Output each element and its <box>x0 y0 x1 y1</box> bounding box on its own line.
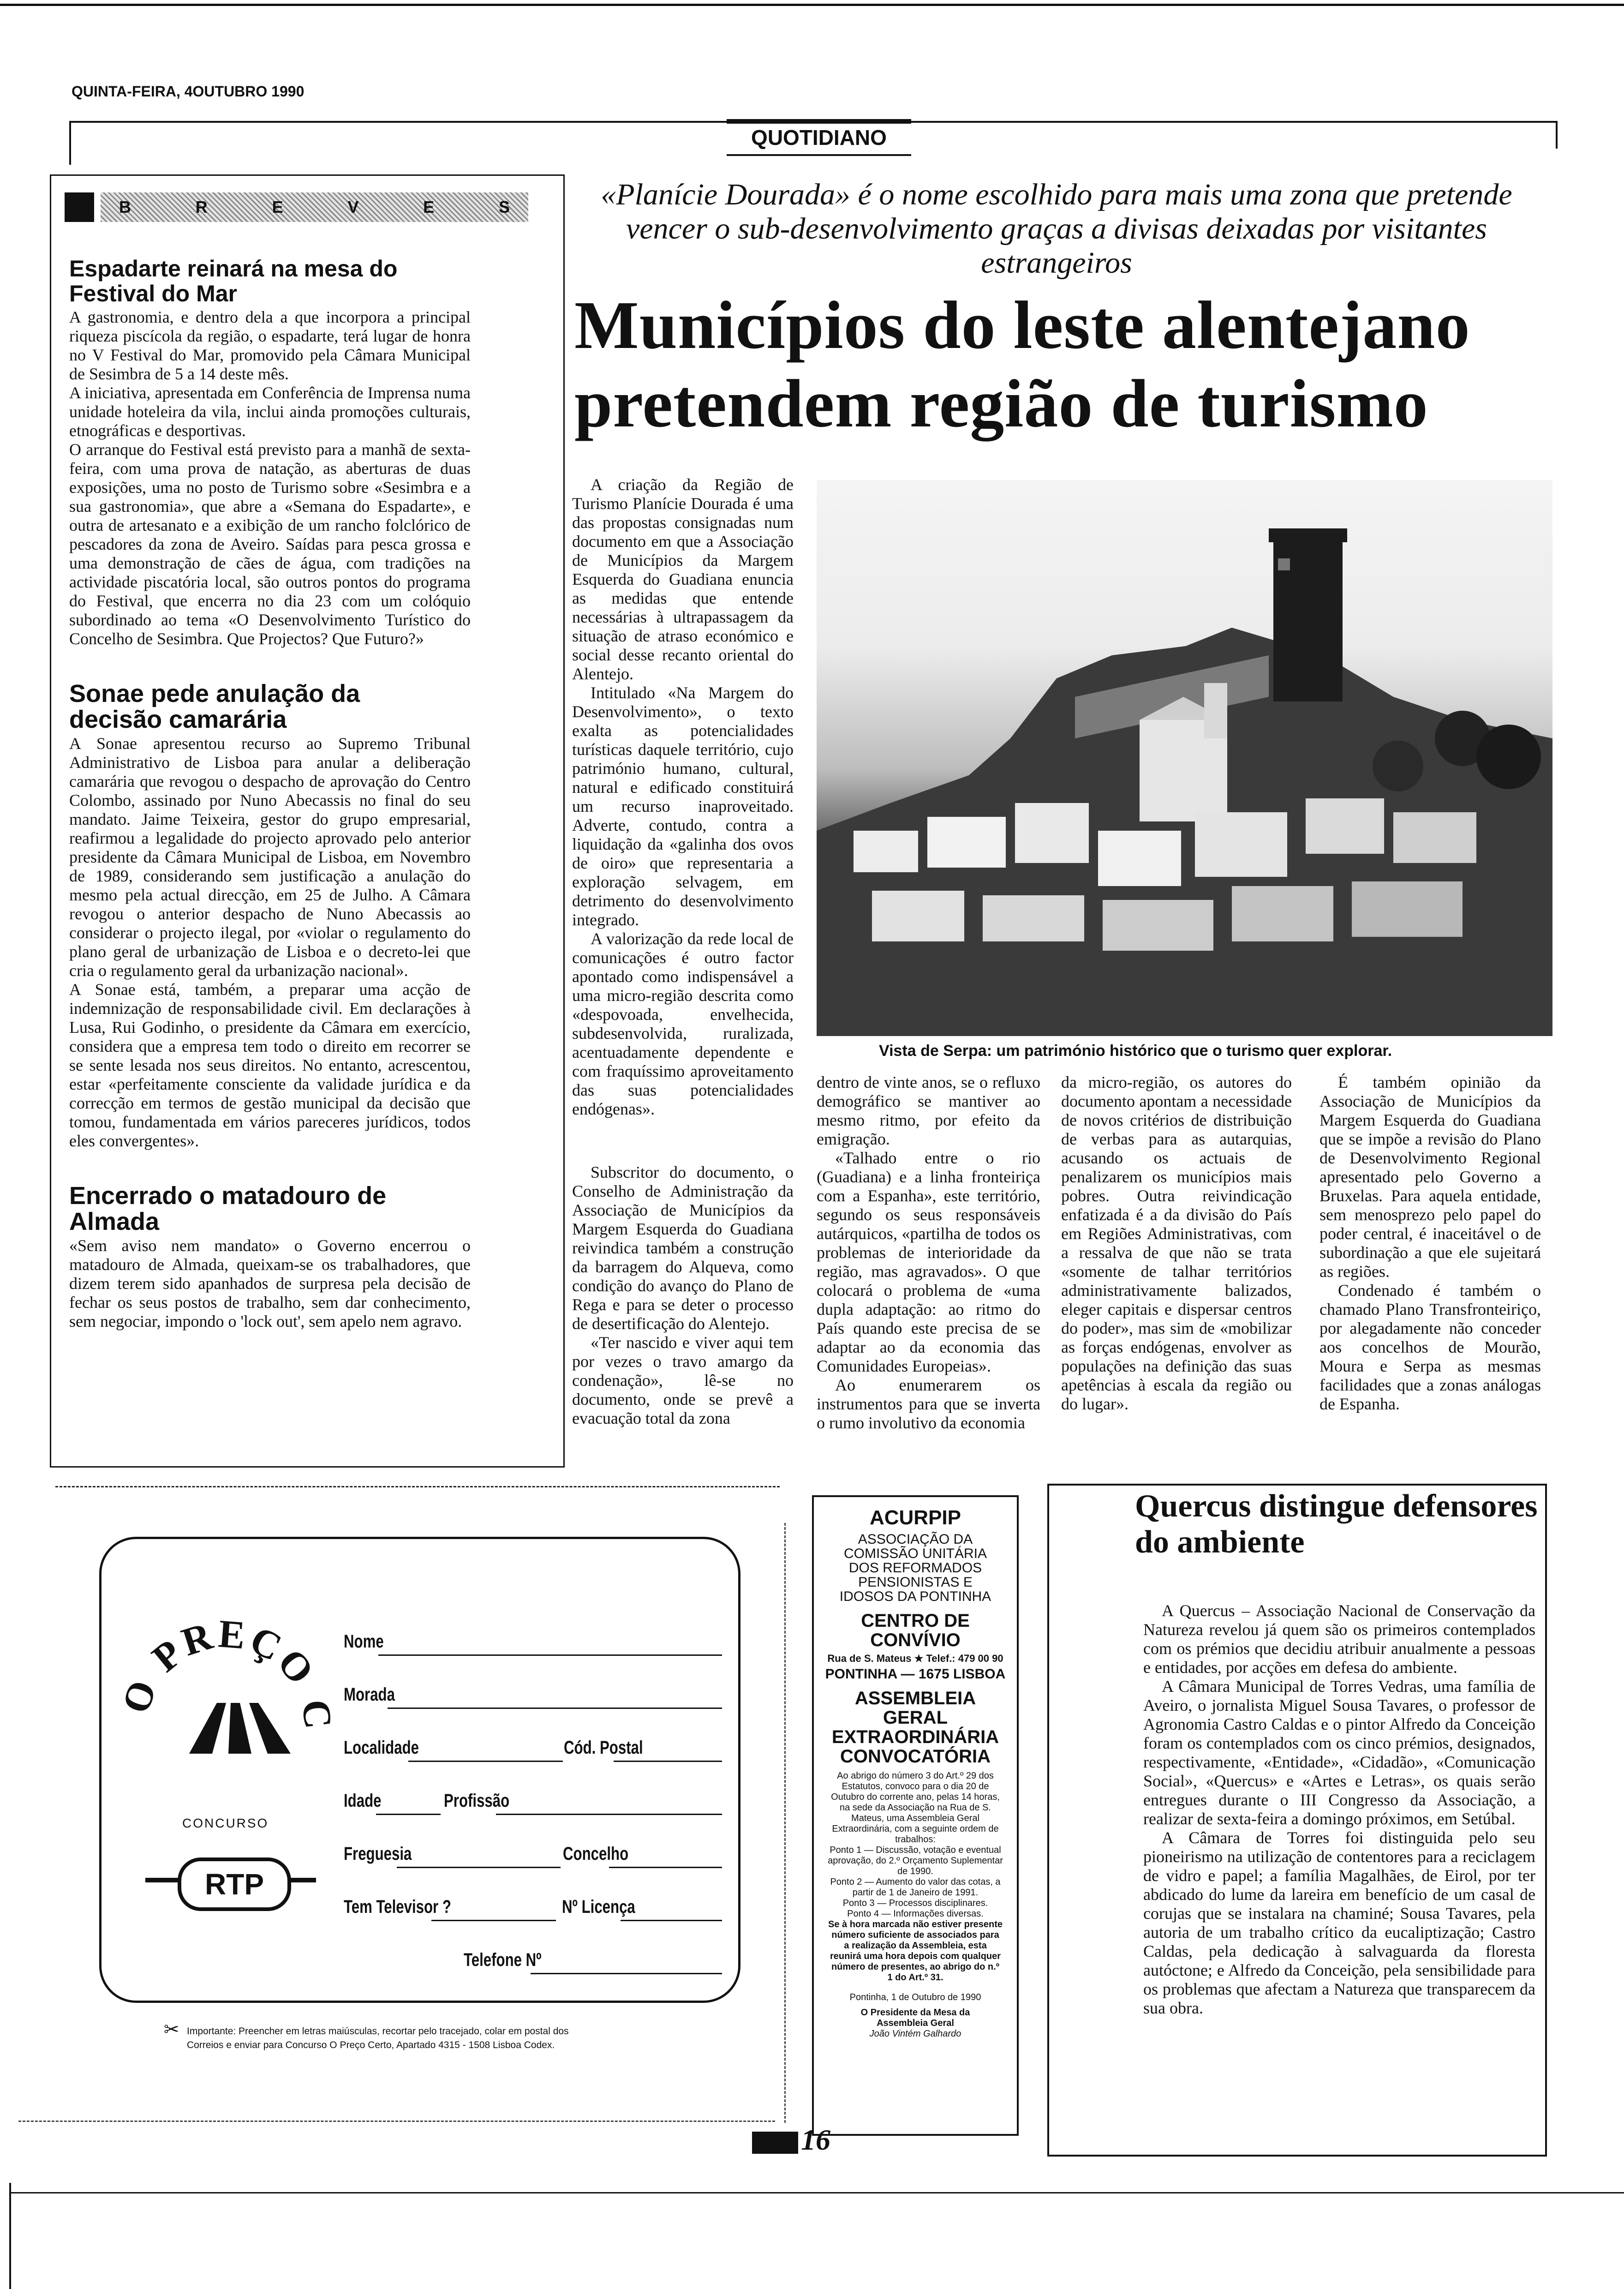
acurpip-address: Rua de S. Mateus ★ Telef.: 479 00 90 <box>827 1653 1003 1664</box>
article-paragraph: É também opinião da Associação de Municípios da Margem Esquerda do Guadiana que se impõe a revisão do Plano de Desenvolvimento Regional apresentado pelo Governo a Bruxelas. Para aquela entidade, sem menosprezo pelo papel do poder central, é inaceitável o de subordinação a que ele sujeitará as regiões. <box>1320 1073 1541 1281</box>
nome-input[interactable] <box>378 1654 722 1656</box>
article-col-1 <box>572 475 794 1119</box>
concelho-label: Concelho <box>563 1844 629 1864</box>
cut-line-bottom <box>18 2121 775 2122</box>
article-paragraph: Ao enumerarem os instrumentos para que se inverta o rumo involutivo da economia <box>817 1376 1040 1432</box>
frame-top-left <box>69 121 727 123</box>
coupon-note-2: Correios e enviar para Concurso O Preço Certo, Apartado 4315 - 1508 Lisboa Codex. <box>187 2040 555 2050</box>
breves-banner <box>65 192 528 223</box>
televisor-label: Tem Televisor ? <box>344 1897 451 1917</box>
article-paragraph: Intitulado «Na Margem do Desenvolvimento», o texto exalta as potencialidades turísticas daquele território, cujo património humano, cultural, natural e edificado constituirá um recurso inaproveitado. Adverte, contudo, contra a liquidação da «galinha dos ovos de oiro» que representaria a exploração selvagem, em detrimento do desenvolvimento integrado. <box>572 683 794 929</box>
acurpip-centro: CENTRO DE CONVÍVIO <box>861 1611 970 1650</box>
quercus-paragraph: A Câmara Municipal de Torres Vedras, uma família de Aveiro, o jornalista Miguel Sousa Tavares, o professor de Agronomia Castro Caldas e o pintor Alfredo da Conceição foram os contemplados com os cinco prémios, designados, respectivamente, «Entidade», «Cidadão», «Comunicação Social», «Quercus» e «Artes e Letras», os quais serão entregues durante o III Congresso da Associação, a realizar de sexta-feira a domingo próximos, em Setúbal. <box>1143 1677 1535 1828</box>
article-kicker: «Planície Dourada» é o nome escolhido para mais uma zona que pretende vencer o sub-desenvolvimento graças a divisas deixadas por visitantes estrangeiros <box>601 178 1512 280</box>
breve-paragraph: O arranque do Festival está previsto para a manhã de sexta-feira, com uma prova de natação, as aberturas de duas exposições, uma no posto de Turismo sobre «Sesimbra e a sua gastronomia», que abre a «Semana do Espadarte», e outra de artesanato e a exibição de um rancho folclórico de pescadores da zona de Aveiro. Saídas para pesca grossa e uma demonstração de cães de água, com tradições na actividade piscatória local, são outros pontos do programa do Festival, que encerra no dia 23 com um colóquio subordinado ao tema «O Desenvolvimento Turístico do Concelho de Sesimbra. Que Projectos? Que Futuro?» <box>69 440 471 648</box>
banner-letter: E <box>272 198 283 216</box>
breve-title: Espadarte reinará na mesa do Festival do Mar <box>69 256 398 306</box>
telefone-input[interactable] <box>531 1973 722 1974</box>
frame-top-right <box>911 121 1557 123</box>
rtp-text: RTP <box>205 1868 264 1901</box>
preco-certo-logo <box>120 1588 332 1809</box>
section-tab-top <box>727 119 911 124</box>
idade-input[interactable] <box>376 1814 441 1815</box>
profissao-label: Profissão <box>444 1791 510 1811</box>
article-col-3 <box>1061 1073 1292 1414</box>
article-paragraph: Subscritor do documento, o Conselho de Administração da Associação de Municípios da Margem Esquerda do Guadiana reivindica também a construção da barragem do Alqueva, como condição do avanço do Plano de Rega e para se deter o processo de desertificação do Alentejo. <box>572 1163 794 1333</box>
quercus-paragraph: A Quercus – Associação Nacional de Conservação da Natureza revelou já quem são os primeiros contemplados com os prémios que decidiu atribuir anualmente a pessoas e entidades, por acções em defesa do ambiente. <box>1143 1601 1535 1677</box>
frame-right <box>1556 121 1558 149</box>
localidade-label: Localidade <box>344 1738 419 1758</box>
article-paragraph: da micro-região, os autores do documento apontam a necessidade de novos critérios de distribuição de verbas para as autarquias, acusando os actuais de penalizarem os municípios mais pobres. Outra reivindicação enfatizada é a da divisão do País em Regiões Administrativas, com a ressalva de que não se trata «somente de talhar territórios administrativamente balizados, eleger capitais e dispersar centros do poder», mas sim de «mobilizar as forças endógenas, envolver as populações na definição das suas apetências à escala da região ou do lugar». <box>1061 1073 1292 1413</box>
article-headline-2: pretendem região de turismo <box>574 366 1428 442</box>
licenca-label: Nº Licença <box>562 1897 635 1917</box>
article-paragraph: Condenado é também o chamado Plano Transfronteiriço, por alegadamente não conceder aos concelhos de Mourão, Moura e Serpa as mesmas facilidades que a zonas análogas de Espanha. <box>1320 1281 1541 1413</box>
top-rule <box>0 4 1624 6</box>
freguesia-label: Freguesia <box>344 1844 412 1864</box>
acurpip-assembleia: ASSEMBLEIA GERAL EXTRAORDINÁRIA CONVOCATÓRIA <box>831 1688 999 1767</box>
acurpip-date: Pontinha, 1 de Outubro de 1990 <box>849 1992 981 2002</box>
quercus-paragraph: A Câmara de Torres foi distinguida pelo seu pioneirismo na utilização de contentores para a reciclagem de vidro e papel; a família Magalhães, de Eirol, por ter abdicado do lume da lareira em benefício de um casal de corujas que se instalara na chaminé; Sousa Tavares, pela autoria de um trabalho crítico da eucaliptização; Castro Caldas, pela dedicação à salvaguarda da floresta autóctone; e Alfredo da Conceição, pela sensibilidade para os problemas que afectam a Natureza que transparecem da sua obra. <box>1143 1828 1535 2017</box>
banner-letter: V <box>347 198 359 216</box>
article-paragraph: A valorização da rede local de comunicações é outro factor apontado como indispensável a uma micro-região descrita como «despovoada, envelhecida, subdesenvolvida, ruralizada, acentuadamente dependente e com fraquíssimo aproveitamento das suas potencialidades endógenas». <box>572 929 794 1118</box>
banner-letter: R <box>195 198 208 216</box>
article-paragraph: dentro de vinte anos, se o refluxo demográfico se mantiver ao mesmo ritmo, por efeito da emigração. <box>817 1073 1040 1148</box>
article-col-4 <box>1320 1073 1541 1414</box>
telefone-label: Telefone Nº <box>464 1950 542 1970</box>
televisor-input[interactable] <box>431 1920 556 1921</box>
licenca-input[interactable] <box>621 1920 722 1921</box>
acurpip-signer: João Vintém Galhardo <box>869 2029 961 2039</box>
bottom-rule <box>9 2192 1624 2193</box>
breve-paragraph: «Sem aviso nem mandato» o Governo encerrou o matadouro de Almada, queixam-se os trabalhadores, que dizem terem sido apanhados de surpresa pela decisão de fechar os seus postos de trabalho, sem dar conhecimento, sem negociar, impondo o 'lock out', sem apelo nem agravo. <box>69 1236 471 1330</box>
profissao-input[interactable] <box>496 1814 722 1815</box>
photo-caption: Vista de Serpa: um património histórico que o turismo quer explorar. <box>879 1042 1392 1060</box>
coupon-note-1: Importante: Preencher em letras maiúsculas, recortar pelo tracejado, colar em postal dos <box>187 2026 569 2037</box>
dateline: QUINTA-FEIRA, 4OUTUBRO 1990 <box>72 83 304 100</box>
article-paragraph: «Talhado entre o rio (Guadiana) e a linha fronteiriça com a Espanha», este território, segundo os seus responsáveis autárquicos, «partilha de todos os problemas de interioridade da região, mas agravados». O que colocará o problema de «uma dupla adaptação: ao ritmo do País quando este precisa de se adaptar ao da economia das Comunidades Europeias». <box>817 1149 1040 1375</box>
localidade-input[interactable] <box>408 1761 563 1762</box>
breve-title: Sonae pede anulação da decisão camarária <box>69 680 360 733</box>
concelho-input[interactable] <box>609 1867 722 1868</box>
acurpip-note: Se à hora marcada não estiver presente número suficiente de associados para a realização da Assembleia, esta reunirá uma hora depois com qualquer número de presentes, ao abrigo do n.º 1 do Art.º 31. <box>828 1919 1003 1983</box>
page-number: 16 <box>752 2123 830 2157</box>
breve-paragraph: A gastronomia, e dentro dela a que incorpora a principal riqueza piscícola da região, o espadarte, terá lugar de honra no V Festival do Mar, promovido pela Câmara Municipal de Sesimbra de 5 a 14 deste mês. <box>69 308 471 383</box>
morada-input[interactable] <box>388 1708 722 1709</box>
breve-paragraph: A Sonae apresentou recurso ao Supremo Tribunal Administrativo de Lisboa para anular a deliberação camarária que revogou o despacho de aprovação do Centro Colombo, assinado por Nuno Abecassis no final do seu mandato. Jaime Teixeira, gestor do grupo empresarial, reafirmou a legalidade do projecto aprovado pelo anterior presidente da Câmara Municipal de Lisboa, em Novembro de 1989, considerando sem justificação a anulação do mesmo pela actual direcção, em 25 de Julho. A Câmara revogou o anterior despacho de Nuno Abecassis ao considerar o projecto ilegal, por «violar o regulamento do plano geral de urbanização de Lisboa e o decreto-lei que cria o regulamento geral da urbanização nacional». <box>69 734 471 980</box>
acurpip-name: ACURPIP <box>869 1506 961 1529</box>
acurpip-point: Ponto 2 — Aumento do valor das cotas, a partir de 1 de Janeiro de 1991. <box>830 1877 1001 1898</box>
bottom-left-mark <box>9 2183 11 2289</box>
idade-label: Idade <box>344 1791 382 1811</box>
scissors-icon: ✂ <box>164 2019 179 2040</box>
acurpip-point: Ponto 1 — Discussão, votação e eventual aprovação, do 2.º Orçamento Suplementar de 1990. <box>828 1845 1003 1876</box>
acurpip-city: PONTINHA — 1675 LISBOA <box>825 1666 1006 1682</box>
morada-label: Morada <box>344 1684 395 1705</box>
article-headline-1: Municípios do leste alentejano <box>574 288 1470 363</box>
banner-letter: B <box>119 198 131 216</box>
quercus-title: Quercus distingue defensores do ambiente <box>1135 1488 1538 1560</box>
freguesia-input[interactable] <box>397 1867 561 1868</box>
cod-postal-input[interactable] <box>614 1761 722 1762</box>
logo-text: PREÇO <box>143 1611 325 1695</box>
nome-label: Nome <box>344 1631 384 1652</box>
concurso-label: CONCURSO <box>182 1816 269 1830</box>
breve-paragraph: A iniciativa, apresentada em Conferência de Imprensa numa unidade hoteleira da vila, inclui ainda promoções culturais, etnográficas e desportivas. <box>69 383 471 440</box>
acurpip-body: Ao abrigo do número 3 do Art.º 29 dos Estatutos, convoco para o dia 20 de Outubro do corrente ano, pelas 14 horas, na sede da Associação na Rua de S. Mateus, uma Assembleia Geral Extraordinária, com a seguinte ordem de trabalhos: <box>831 1771 1000 1845</box>
frame-left <box>69 121 71 165</box>
article-col-1b <box>572 1163 794 1428</box>
acurpip-notice <box>812 1495 1019 2136</box>
acurpip-subtitle: ASSOCIAÇÃO DA COMISSÃO UNITÁRIA DOS REFORMADOS PENSIONISTAS E IDOSOS DA PONTINHA <box>839 1532 991 1604</box>
quercus-body <box>1143 1601 1535 2018</box>
breve-title: Encerrado o matadouro de Almada <box>69 1182 387 1235</box>
article-paragraph: «Ter nascido e viver aqui tem por vezes o travo amargo da condenação», lê-se no documento, onde se prevê a evacuação total da zona <box>572 1333 794 1427</box>
banner-letter: S <box>498 198 510 216</box>
cut-line-vertical <box>784 1523 786 2123</box>
banner-block <box>65 192 94 222</box>
serpa-photo <box>817 480 1552 1036</box>
acurpip-point: Ponto 3 — Processos disciplinares. <box>842 1898 988 1908</box>
breves-content <box>69 256 471 1331</box>
acurpip-signoff: O Presidente da Mesa da Assembleia Geral <box>860 2007 970 2028</box>
banner-letter: E <box>423 198 435 216</box>
section-label: QUOTIDIANO <box>727 121 911 156</box>
acurpip-point: Ponto 4 — Informações diversas. <box>847 1909 984 1919</box>
article-paragraph: A criação da Região de Turismo Planície Dourada é uma das propostas consignadas num documento em que a Associação de Municípios da Margem Esquerda do Guadiana enuncia as medidas que entende necessárias à ultrapassagem da situação de atraso económico e social desse recanto oriental do Alentejo. <box>572 475 794 683</box>
article-col-2 <box>817 1073 1040 1432</box>
rtp-logo <box>145 1853 316 1908</box>
breve-paragraph: A Sonae está, também, a preparar uma acção de indemnização de responsabilidade civil. Em declarações à Lusa, Rui Godinho, o presidente da Câmara em exercício, considera que a empresa tem todo o direito em recorrer se se sente lesada nos seus direitos. No entanto, acrescentou, estar «perfeitamente consciente da validade jurídica e da correcção em termos de gestão municipal da decisão que tomou, fundamentada em vários pareceres jurídicos, todos eles convergentes». <box>69 980 471 1150</box>
cod-postal-label: Cód. Postal <box>564 1738 643 1758</box>
